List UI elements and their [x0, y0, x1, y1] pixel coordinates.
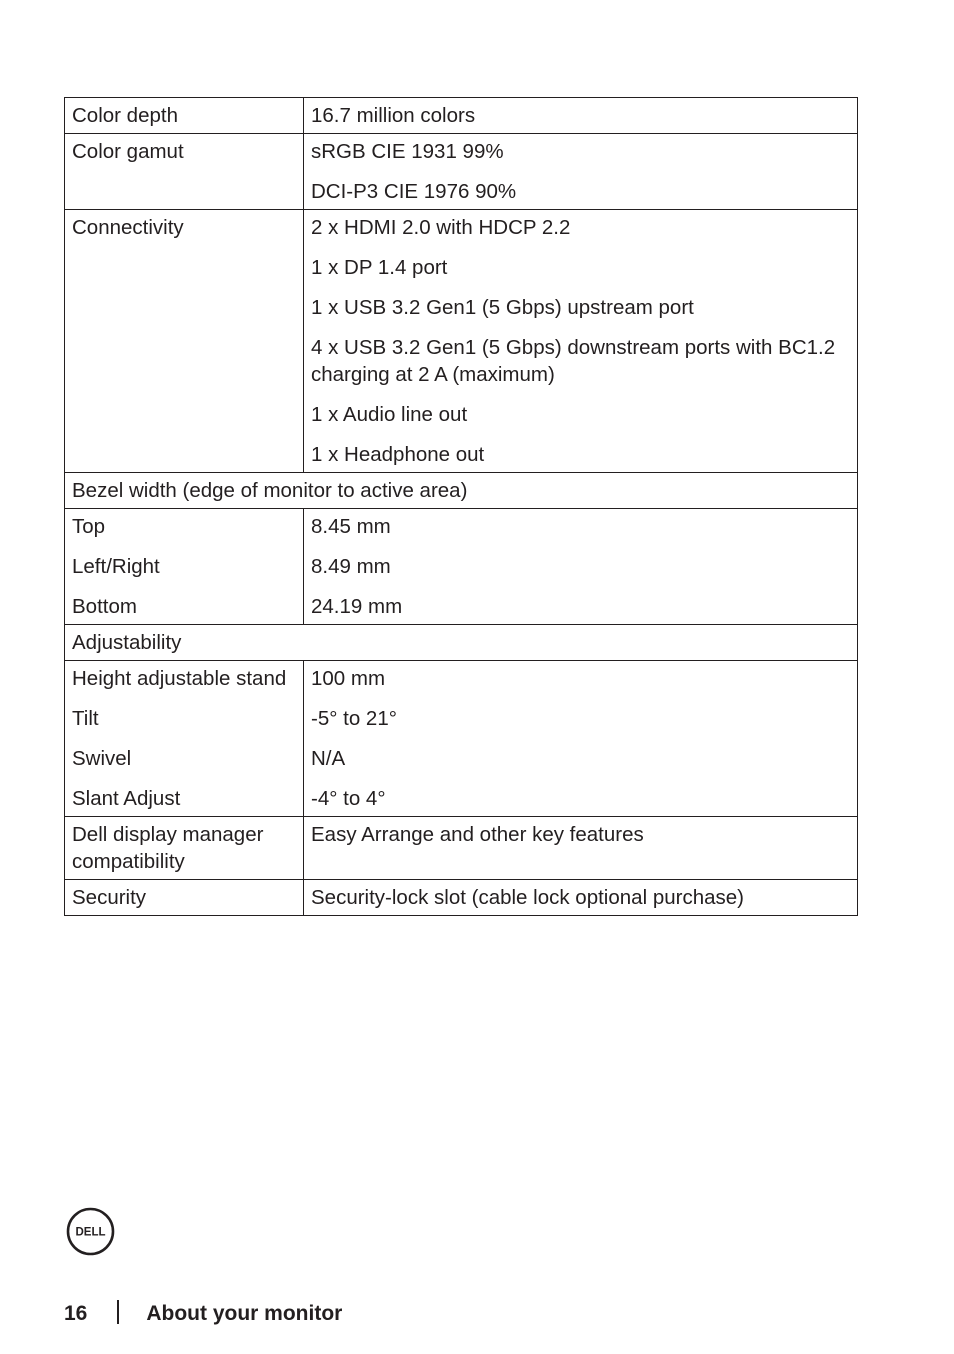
spec-value-cell — [304, 817, 858, 880]
footer-separator — [117, 1300, 119, 1324]
table-row — [65, 509, 858, 625]
specifications-table — [64, 97, 858, 916]
spec-label: Connectivity — [72, 216, 184, 239]
table-row — [65, 134, 858, 210]
spec-value: 1 x Audio line out — [311, 403, 468, 426]
spec-value-cell — [304, 880, 858, 916]
spec-value-cell — [304, 98, 858, 134]
spec-value: sRGB CIE 1931 99% — [311, 140, 504, 163]
spec-value-cell — [304, 210, 858, 473]
spec-value: DCI-P3 CIE 1976 90% — [311, 180, 517, 203]
section-heading-cell: Bezel width (edge of monitor to active area) — [65, 473, 858, 509]
spec-label: Swivel — [72, 747, 132, 770]
table-row — [65, 880, 858, 916]
table-row — [65, 817, 858, 880]
spec-value: 24.19 mm — [311, 595, 403, 618]
section-title: About your monitor — [146, 1302, 343, 1325]
spec-label: Top — [72, 515, 106, 538]
table-row — [65, 473, 858, 509]
table-row — [65, 661, 858, 817]
spec-value: 2 x HDMI 2.0 with HDCP 2.2 — [311, 216, 571, 239]
spec-value: 100 mm — [311, 667, 386, 690]
spec-label-cell — [65, 98, 304, 134]
spec-label-cell — [65, 661, 304, 817]
spec-value: 8.45 mm — [311, 515, 391, 538]
spec-value-cell — [304, 509, 858, 625]
spec-value: Easy Arrange and other key features — [311, 823, 644, 846]
spec-label: Bottom — [72, 595, 137, 618]
page-number: 16 — [64, 1302, 88, 1325]
spec-value: -5° to 21° — [311, 707, 397, 730]
spec-value: 4 x USB 3.2 Gen1 (5 Gbps) downstream ports with BC1.2 charging at 2 A (maximum) — [311, 336, 836, 386]
spec-label: Color gamut — [72, 140, 184, 163]
spec-value: 16.7 million colors — [311, 104, 476, 127]
spec-value: 1 x DP 1.4 port — [311, 256, 448, 279]
spec-label: Tilt — [72, 707, 99, 730]
spec-label-cell — [65, 210, 304, 473]
spec-label: Height adjustable stand — [72, 667, 287, 690]
spec-value: 1 x USB 3.2 Gen1 (5 Gbps) upstream port — [311, 296, 694, 319]
dell-logo — [66, 1207, 115, 1256]
table-row — [65, 625, 858, 661]
spec-value: Security-lock slot (cable lock optional purchase) — [311, 886, 744, 909]
spec-value-cell — [304, 661, 858, 817]
spec-label: Security — [72, 886, 147, 909]
spec-label: Slant Adjust — [72, 787, 181, 810]
section-heading-cell: Adjustability — [65, 625, 858, 661]
spec-label: Left/Right — [72, 555, 160, 578]
spec-label-cell — [65, 509, 304, 625]
spec-label-cell — [65, 880, 304, 916]
page-footer — [64, 1300, 342, 1328]
svg-text:DELL: DELL — [75, 1226, 106, 1239]
spec-value: -4° to 4° — [311, 787, 386, 810]
spec-label: Color depth — [72, 104, 178, 127]
spec-label-cell — [65, 817, 304, 880]
table-row — [65, 98, 858, 134]
spec-value: 8.49 mm — [311, 555, 391, 578]
spec-value-cell — [304, 134, 858, 210]
spec-value: N/A — [311, 747, 346, 770]
table-row — [65, 210, 858, 473]
specifications-table-body — [65, 98, 858, 916]
spec-label-cell — [65, 134, 304, 210]
spec-value: 1 x Headphone out — [311, 443, 485, 466]
spec-label: Dell display manager compatibility — [72, 823, 264, 873]
